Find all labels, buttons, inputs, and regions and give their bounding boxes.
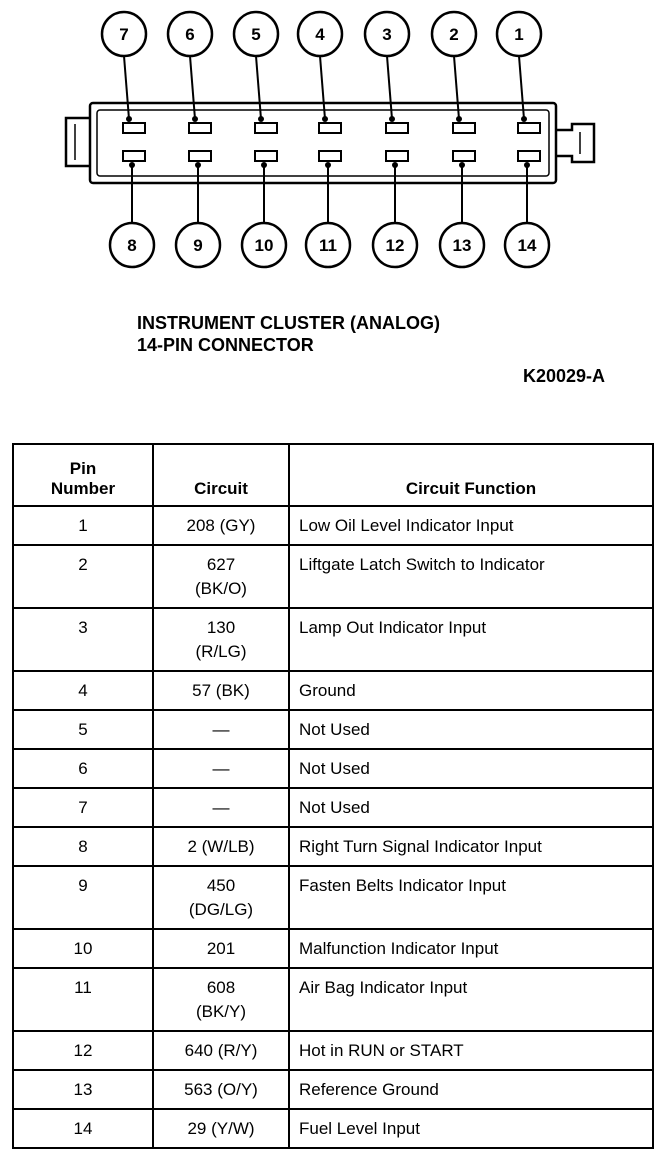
cell-function: Ground [289,671,653,710]
pin-callout [298,12,342,133]
cell-circuit [153,968,289,1031]
pin-callout [168,12,212,133]
cell-function: Right Turn Signal Indicator Input [289,827,653,866]
pin-number-label: 7 [119,25,129,44]
pin-number-label: 3 [382,25,392,44]
cell-function: Air Bag Indicator Input [289,968,653,1031]
circuit-line-1: 608 [206,978,236,997]
pin-slot [189,123,211,133]
cell-function: Liftgate Latch Switch to Indicator [289,545,653,608]
cell-circuit [153,929,289,968]
pin-number-label: 8 [127,236,137,255]
diagram-caption [137,312,440,356]
table-row [13,1031,653,1070]
table-row [13,608,653,671]
cell-pin: 14 [13,1109,153,1148]
table-row [13,545,653,608]
pin-number-label: 1 [514,25,524,44]
table-header-row [13,444,653,506]
circuit-line-1: 627 [206,555,236,574]
cell-function: Reference Ground [289,1070,653,1109]
caption-line-1: INSTRUMENT CLUSTER (ANALOG) [137,313,440,333]
pin-callout [440,151,484,267]
pin-slot [319,151,341,161]
circuit-line-2: (DG/LG) [188,900,254,919]
circuit-line-2: (BK/O) [195,579,247,598]
pin-table [12,443,654,1149]
cell-function: Malfunction Indicator Input [289,929,653,968]
cell-pin: 11 [13,968,153,1031]
pin-slot [386,123,408,133]
cell-circuit [153,1070,289,1109]
pin-callout [102,12,146,133]
cell-pin: 10 [13,929,153,968]
circuit-line-1: 29 (Y/W) [187,1119,255,1138]
pin-number-label: 5 [251,25,261,44]
circuit-line-1: 130 [206,618,236,637]
pin-callout [306,151,350,267]
pin-number-label: 6 [185,25,195,44]
table-row [13,671,653,710]
caption-line-2: 14-PIN CONNECTOR [137,335,314,355]
circuit-line-1: — [212,759,230,778]
cell-pin: 6 [13,749,153,788]
cell-pin: 13 [13,1070,153,1109]
header-pin-number [13,444,153,506]
table-row [13,1070,653,1109]
cell-circuit [153,671,289,710]
circuit-line-2: (R/LG) [195,642,247,661]
pin-callout [242,151,286,267]
pin-slot [255,151,277,161]
pin-number-label: 13 [452,236,472,255]
table-row [13,710,653,749]
cell-function: Hot in RUN or START [289,1031,653,1070]
cell-pin: 12 [13,1031,153,1070]
pin-slot [518,151,540,161]
pin-number-label: 4 [315,25,325,44]
pin-number-label: 2 [449,25,459,44]
pin-callout [234,12,278,133]
pin-slot [319,123,341,133]
cell-circuit [153,1031,289,1070]
pin-number-label: 11 [319,236,337,255]
cell-function: Not Used [289,749,653,788]
pin-slot [189,151,211,161]
pin-callout [373,151,417,267]
cell-circuit [153,788,289,827]
pin-slot [386,151,408,161]
pin-number-label: 9 [193,236,203,255]
cell-circuit [153,545,289,608]
cell-function: Fuel Level Input [289,1109,653,1148]
circuit-line-1: — [212,798,230,817]
cell-circuit [153,749,289,788]
header-pin-line1: Pin [69,459,97,478]
pin-callout [365,12,409,133]
cell-pin: 9 [13,866,153,929]
cell-pin: 8 [13,827,153,866]
cell-pin: 7 [13,788,153,827]
cell-circuit [153,866,289,929]
pin-callout [176,151,220,267]
cell-pin: 4 [13,671,153,710]
pin-slot [518,123,540,133]
table-row [13,749,653,788]
table-row [13,968,653,1031]
cell-pin: 5 [13,710,153,749]
cell-pin: 3 [13,608,153,671]
cell-circuit [153,710,289,749]
circuit-line-2: (BK/Y) [195,1002,247,1021]
circuit-line-1: 2 (W/LB) [187,837,255,856]
pin-callout [110,151,154,267]
circuit-line-1: 563 (O/Y) [184,1080,258,1099]
circuit-line-1: 57 (BK) [192,681,250,700]
pin-slot [453,123,475,133]
pin-number-label: 14 [517,236,537,255]
circuit-line-1: 208 (GY) [186,516,256,535]
circuit-line-1: 640 (R/Y) [184,1041,258,1060]
cell-circuit [153,506,289,545]
connector-diagram [0,0,672,300]
circuit-line-1: — [212,720,230,739]
cell-pin: 2 [13,545,153,608]
header-function: Circuit Function [289,444,653,506]
table-row [13,866,653,929]
cell-function: Lamp Out Indicator Input [289,608,653,671]
cell-function: Fasten Belts Indicator Input [289,866,653,929]
pin-number-label: 10 [254,236,274,255]
table-row [13,788,653,827]
cell-function: Low Oil Level Indicator Input [289,506,653,545]
pin-slot [255,123,277,133]
table-row [13,506,653,545]
cell-function: Not Used [289,788,653,827]
pin-callout [505,151,549,267]
circuit-line-1: 450 [206,876,236,895]
table-row [13,929,653,968]
circuit-line-1: 201 [206,939,236,958]
table-row [13,1109,653,1148]
cell-function: Not Used [289,710,653,749]
cell-circuit [153,827,289,866]
figure-code: K20029-A [523,366,606,386]
pin-number-label: 12 [385,236,405,255]
pin-slot [123,151,145,161]
cell-circuit [153,1109,289,1148]
connector-body [66,103,594,183]
pin-slot [123,123,145,133]
cell-pin: 1 [13,506,153,545]
cell-circuit [153,608,289,671]
table-row [13,827,653,866]
header-pin-line2: Number [50,479,116,498]
pin-slot [453,151,475,161]
header-circuit: Circuit [153,444,289,506]
pin-callout [497,12,541,133]
pin-callout [432,12,476,133]
